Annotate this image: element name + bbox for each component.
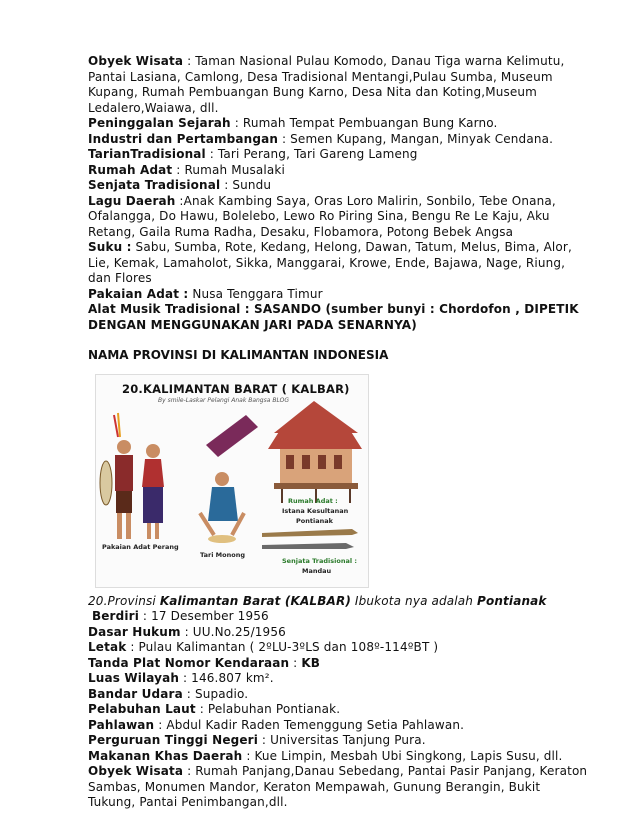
ntt-tarian xyxy=(88,147,588,163)
ntt-musik xyxy=(88,302,588,333)
dancer-figure xyxy=(200,415,258,543)
value: : Rumah Musalaki xyxy=(172,162,285,177)
separator: : xyxy=(289,655,302,670)
section-heading: NAMA PROVINSI DI KALIMANTAN INDONESIA xyxy=(88,348,389,362)
value: : Pelabuhan Pontianak. xyxy=(195,702,341,716)
woman-figure xyxy=(142,444,164,539)
label: Suku : xyxy=(88,240,132,254)
value: Sabu, Sumba, Rote, Kedang, Helong, Dawan, Tatum, Melus, Bima, Alor, Lie, Kemak, Lamaholot, Sikka, Manggarai, Krowe, Ende, Bajawa, Nage, Riung, dan Flores xyxy=(88,240,572,285)
value: : Sundu xyxy=(220,178,272,192)
value: KB xyxy=(301,655,321,670)
kalbar-dasar-hukum xyxy=(88,625,588,641)
kalbar-obyek-wisata xyxy=(88,764,588,811)
label: Tanda Plat Nomor Kendaraan xyxy=(88,655,290,670)
value: : Abdul Kadir Raden Temenggung Setia Pahlawan. xyxy=(154,717,465,732)
ntt-senjata xyxy=(88,178,588,194)
ntt-suku xyxy=(88,240,588,287)
ntt-rumah-adat xyxy=(88,163,588,179)
label: Letak xyxy=(88,640,127,654)
kalbar-intro xyxy=(88,594,588,610)
value: : Semen Kupang, Mangan, Minyak Cendana. xyxy=(278,131,554,146)
label: Obyek Wisata xyxy=(88,54,184,68)
caption-rumah-1: Rumah Adat : xyxy=(288,496,338,505)
figure-title: 20.KALIMANTAN BARAT ( KALBAR) xyxy=(122,381,350,396)
mandau-swords xyxy=(262,529,358,549)
value: : Universitas Tanjung Pura. xyxy=(257,733,426,747)
intro-city: Pontianak xyxy=(477,593,547,608)
value: :Anak Kambing Saya, Oras Loro Malirin, Sonbilo, Tebe Onana, Ofalangga, Do Hawu, Bolelebo, Lewo Ro Piring Sina, Bengu Re Le Kaju, Aku Retang, Gaila Ruma Radha, Desaku, Flobamora, Potong Bebek Angsa xyxy=(88,193,556,239)
ntt-lagu xyxy=(88,194,588,241)
label: Pelabuhan Laut xyxy=(88,702,196,716)
caption-pakaian: Pakaian Adat Perang xyxy=(102,542,179,551)
kalbar-berdiri xyxy=(88,609,588,625)
label: Lagu Daerah xyxy=(88,193,176,208)
label: Pakaian Adat : xyxy=(88,286,189,301)
label: Makanan Khas Daerah xyxy=(88,748,243,763)
label: Luas Wilayah xyxy=(88,671,180,685)
label: Berdiri xyxy=(91,609,139,623)
ntt-industri xyxy=(88,132,588,148)
label: Dasar Hukum xyxy=(88,624,181,639)
document-page xyxy=(88,54,588,811)
value: : Kue Limpin, Mesbah Ubi Singkong, Lapis Susu, dll. xyxy=(242,748,563,763)
value: : Rumah Tempat Pembuangan Bung Karno. xyxy=(230,116,498,130)
value: : UU.No.25/1956 xyxy=(180,624,286,639)
value: : 17 Desember 1956 xyxy=(138,609,269,623)
label: Peninggalan Sejarah xyxy=(88,116,231,130)
kalbar-bandara xyxy=(88,687,588,703)
label: Perguruan Tinggi Negeri xyxy=(88,733,258,747)
value: : Pulau Kalimantan ( 2ºLU-3ºLS dan 108º-114ºBT ) xyxy=(126,640,439,654)
figure-subtitle: By smile-Laskar Pelangi Anak Bangsa BLOG xyxy=(158,396,289,404)
ntt-pakaian xyxy=(88,287,588,303)
ntt-peninggalan xyxy=(88,116,588,132)
kalbar-makanan xyxy=(88,749,588,765)
kalbar-pahlawan xyxy=(88,718,588,734)
label: Rumah Adat xyxy=(88,162,173,177)
intro-prefix: 20.Provinsi xyxy=(88,593,160,608)
longhouse xyxy=(268,401,362,503)
value: Nusa Tenggara Timur xyxy=(188,286,323,301)
label: Senjata Tradisional xyxy=(88,178,221,192)
warrior-figure xyxy=(100,413,133,539)
kalbar-letak xyxy=(88,640,588,656)
intro-name: Kalimantan Barat (KALBAR) xyxy=(159,593,351,608)
kalbar-plat xyxy=(88,656,588,672)
caption-rumah-3: Pontianak xyxy=(296,516,333,525)
label: Pahlawan xyxy=(88,717,155,732)
caption-tari: Tari Monong xyxy=(200,550,245,559)
kalbar-pelabuhan xyxy=(88,702,588,718)
value: : Tari Perang, Tari Gareng Lameng xyxy=(205,147,418,161)
label: TarianTradisional xyxy=(88,147,206,161)
caption-senjata-1: Senjata Tradisional : xyxy=(282,556,357,565)
intro-mid: Ibukota nya adalah xyxy=(350,593,478,608)
label: Industri dan Pertambangan xyxy=(88,131,279,146)
caption-rumah-2: Istana Kesultanan xyxy=(282,506,349,515)
value: : Taman Nasional Pulau Komodo, Danau Tiga warna Kelimutu, Pantai Lasiana, Camlong, Desa Tradisional Mentangi,Pulau Sumba, Museum Kupang, Rumah Pembuangan Bung Karno, Desa Nita dan Koting,Museum Ledalero,Waiawa, dll. xyxy=(88,54,565,115)
label: Obyek Wisata xyxy=(88,764,184,778)
value: : Supadio. xyxy=(182,686,249,701)
caption-senjata-2: Mandau xyxy=(302,566,332,575)
kalbar-perguruan-tinggi xyxy=(88,733,588,749)
ntt-obyek-wisata xyxy=(88,54,588,116)
value: : 146.807 km². xyxy=(179,671,274,685)
label: Alat Musik Tradisional : SASANDO (sumber bunyi : Chordofon , DIPETIK DENGAN MENGGUNAKAN JARI PADA SENARNYA) xyxy=(88,302,579,332)
kalbar-luas xyxy=(88,671,588,687)
kalbar-illustration xyxy=(95,374,369,588)
label: Bandar Udara xyxy=(88,686,183,701)
value: : Rumah Panjang,Danau Sebedang, Pantai Pasir Panjang, Keraton Sambas, Monumen Mandor, Keraton Mempawah, Gunung Berangin, Bukit Tukung, Pantai Penimbangan,dll. xyxy=(88,764,588,809)
